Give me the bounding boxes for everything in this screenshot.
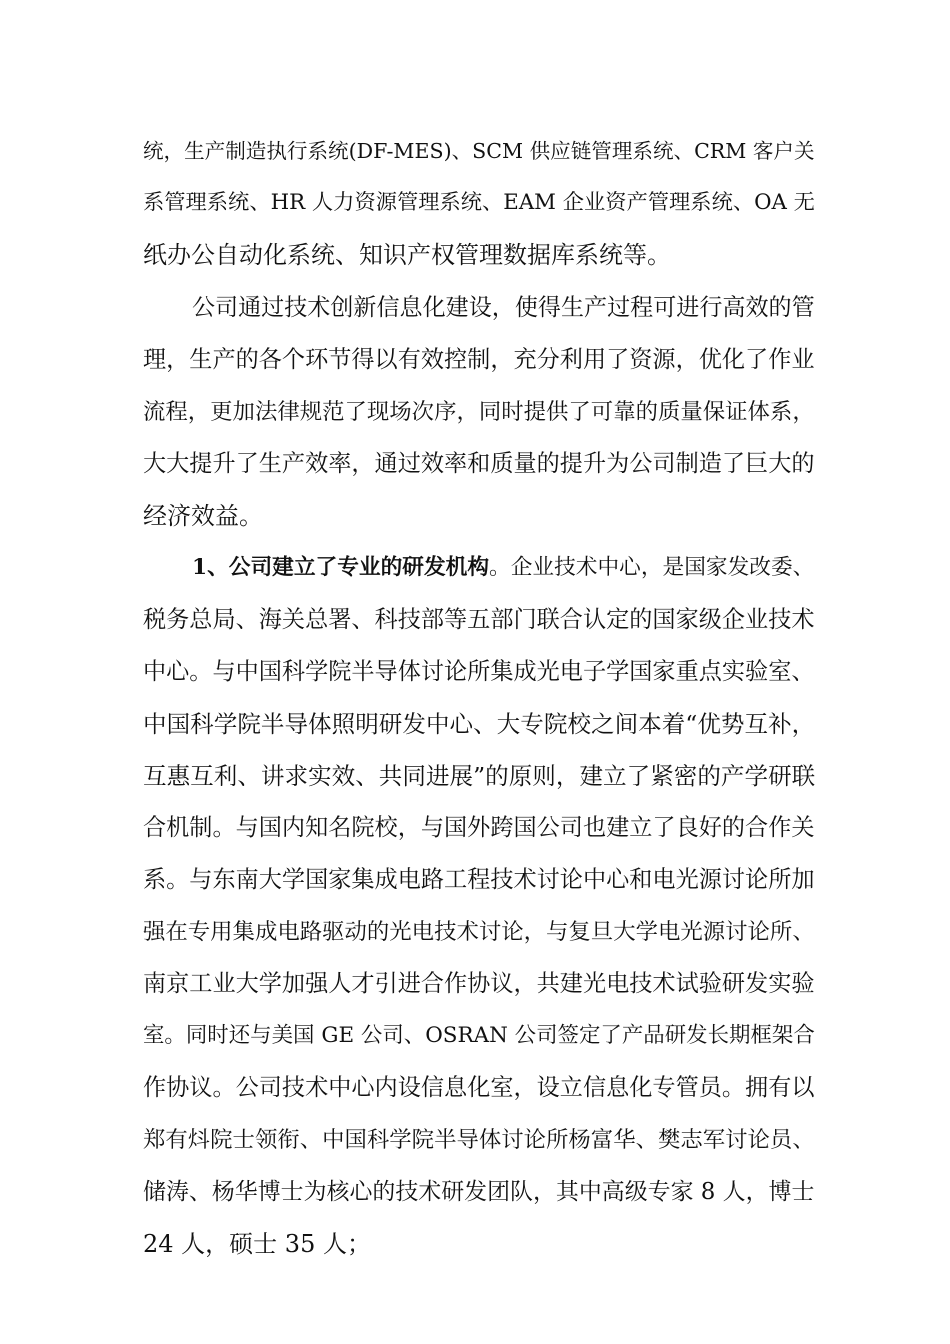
paragraph-3-line-14: 24 人，硕士 35 人； (143, 1230, 371, 1258)
paragraph-3-heading: 1、公司建立了专业的研发机构 (192, 555, 490, 580)
paragraph-3-line-4: 中国科学院半导体照明研发中心、大专院校之间本着“优势互补， (143, 710, 816, 738)
paragraph-1-line-3: 纸办公自动化系统、知识产权管理数据库系统等。 (143, 241, 671, 269)
paragraph-3-line-10: 室。同时还与美国 GE 公司、OSRAN 公司签定了产品研发长期框架合 (143, 1023, 815, 1048)
paragraph-3-line-12: 郑有炓院士领衔、中国科学院半导体讨论所杨富华、樊志军讨论员、 (143, 1127, 815, 1153)
paragraph-1-line-1: 统，生产制造执行系统(DF-MES)、SCM 供应链管理系统、CRM 客户关 (143, 139, 815, 163)
paragraph-3-line-6: 合机制。与国内知名院校，与国外跨国公司也建立了良好的合作关 (143, 814, 815, 841)
paragraph-3-line-11: 作协议。公司技术中心内设信息化室，设立信息化专管员。拥有以 (143, 1074, 815, 1101)
paragraph-3-first-line-rest: 。企业技术中心，是国家发改委、 (489, 555, 815, 580)
paragraph-2-line-5: 经济效益。 (143, 502, 263, 530)
paragraph-3-line-13: 储涛、杨华博士为核心的技术研发团队，其中高级专家 8 人，博士 (143, 1179, 815, 1205)
paragraph-3-line-2: 税务总局、海关总署、科技部等五部门联合认定的国家级企业技术 (143, 606, 815, 633)
paragraph-2-line-2: 理，生产的各个环节得以有效控制，充分利用了资源，优化了作业 (143, 346, 815, 373)
paragraph-1-line-2: 系管理系统、HR 人力资源管理系统、EAM 企业资产管理系统、OA 无 (143, 190, 815, 215)
paragraph-2-line-3: 流程，更加法律规范了现场次序，同时提供了可靠的质量保证体系， (143, 399, 815, 425)
paragraph-3-line-7: 系。与东南大学国家集成电路工程技术讨论中心和电光源讨论所加 (143, 866, 815, 893)
paragraph-3-line-3: 中心。与中国科学院半导体讨论所集成光电子学国家重点实验室、 (143, 658, 815, 685)
paragraph-2-line-1: 公司通过技术创新信息化建设，使得生产过程可进行高效的管 (192, 295, 815, 321)
paragraph-3-line-1 (192, 553, 814, 583)
paragraph-2-line-4: 大大提升了生产效率，通过效率和质量的提升为公司制造了巨大的 (143, 450, 815, 477)
paragraph-3-line-9: 南京工业大学加强人才引进合作协议，共建光电技术试验研发实验 (143, 970, 815, 997)
paragraph-3-line-5: 互惠互利、讲求实效、共同进展”的原则，建立了紧密的产学研联 (143, 762, 816, 790)
paragraph-3-line-8: 强在专用集成电路驱动的光电技术讨论，与复旦大学电光源讨论所、 (143, 919, 815, 945)
